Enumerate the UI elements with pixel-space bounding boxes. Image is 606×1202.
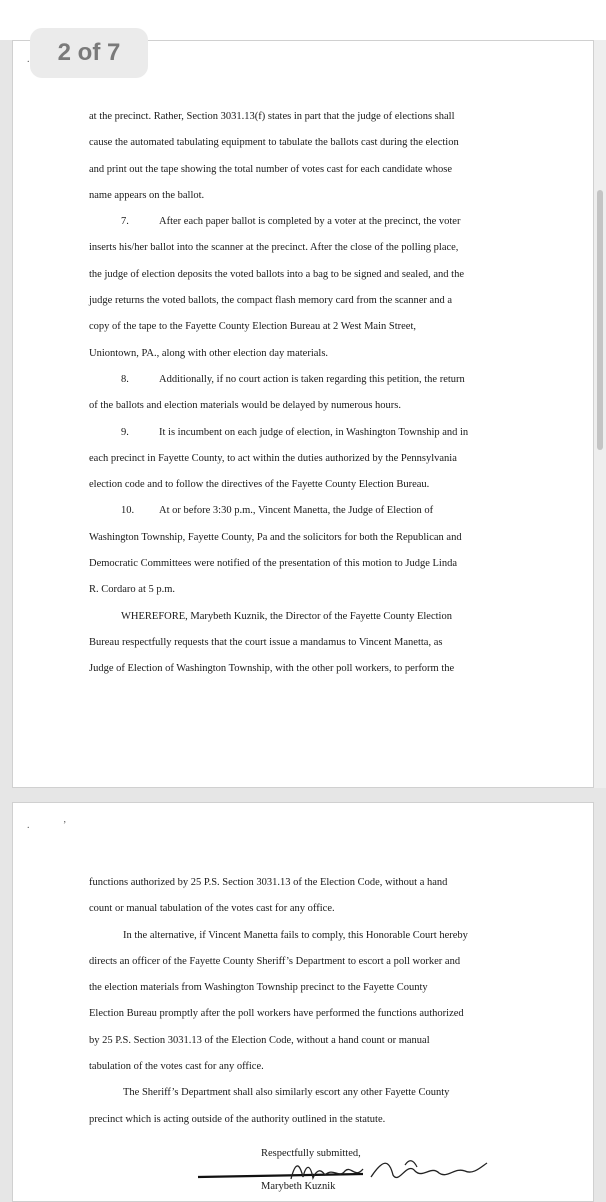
paragraph-number: 9. (121, 426, 129, 438)
body-line: precinct which is acting outside of the authority outlined in the statute. (89, 1113, 386, 1125)
paragraph-number: 7. (121, 216, 129, 228)
body-line: Bureau respectfully requests that the court issue a mandamus to Vincent Manetta, as (89, 636, 443, 648)
body-line: cause the automated tabulating equipment to tabulate the ballots cast during the election (89, 137, 459, 149)
paragraph-number: 8. (121, 373, 129, 385)
body-line: inserts his/her ballot into the scanner at the precinct. After the close of the polling place, (89, 242, 459, 254)
body-line: Democratic Committees were notified of the presentation of this motion to Judge Linda (89, 558, 457, 570)
body-line: judge returns the voted ballots, the compact flash memory card from the scanner and a (89, 295, 452, 307)
alternative-first: In the alternative, if Vincent Manetta fails to comply, this Honorable Court hereby (123, 929, 468, 941)
body-line: functions authorized by 25 P.S. Section 3031.13 of the Election Code, without a hand (89, 877, 448, 888)
body-line: count or manual tabulation of the votes cast for any office. (89, 903, 335, 915)
sheriff-first: The Sheriff’s Department shall also similarly escort any other Fayette County (123, 1087, 450, 1099)
body-line: Uniontown, PA., along with other election day materials. (89, 347, 329, 359)
signer-name: Marybeth Kuznik (261, 1181, 336, 1192)
document-page-3[interactable] (12, 802, 594, 1202)
body-line: Election Bureau promptly after the poll workers have performed the functions authorized (89, 1008, 464, 1020)
scan-speck: . (27, 54, 30, 65)
scan-speck: ’ (63, 820, 67, 831)
paragraph-number: 10. (121, 505, 135, 517)
paragraph-7-first: 7. After each paper ballot is completed by a voter at the precinct, the voter (89, 209, 529, 235)
body-line: name appears on the ballot. (89, 189, 205, 201)
page-body (89, 870, 529, 1133)
body-line: copy of the tape to the Fayette County Election Bureau at 2 West Main Street, (89, 321, 417, 333)
scan-speck: . (27, 820, 30, 831)
body-line: Judge of Election of Washington Township, with the other poll workers, to perform the (89, 663, 455, 675)
body-line: the election materials from Washington Township precinct to the Fayette County (89, 982, 428, 994)
signature-image (193, 1155, 493, 1191)
paragraph-10-first: 10. At or before 3:30 p.m., Vincent Manetta, the Judge of Election of (89, 498, 529, 524)
body-line: tabulation of the votes cast for any office. (89, 1061, 264, 1073)
closing-text: Respectfully submitted, (261, 1148, 361, 1159)
paragraph-9-first: 9. It is incumbent on each judge of election, in Washington Township and in (89, 420, 529, 446)
document-page-2[interactable] (12, 40, 594, 788)
body-line: directs an officer of the Fayette County Sheriff’s Department to escort a poll worker and (89, 955, 461, 967)
page-indicator: 2 of 7 (30, 28, 148, 78)
page-body (89, 104, 529, 683)
body-line: Washington Township, Fayette County, Pa and the solicitors for both the Republican and (89, 531, 462, 543)
paragraph-8-first: 8. Additionally, if no court action is taken regarding this petition, the return (89, 367, 529, 393)
body-line: each precinct in Fayette County, to act within the duties authorized by the Pennsylvania (89, 452, 457, 464)
body-line: at the precinct. Rather, Section 3031.13(f) states in part that the judge of elections shall (89, 111, 455, 122)
body-line: and print out the tape showing the total number of votes cast for each candidate whose (89, 163, 453, 175)
scrollbar-thumb[interactable] (597, 190, 603, 450)
body-line: of the ballots and election materials would be delayed by numerous hours. (89, 400, 402, 412)
body-line: the judge of election deposits the voted ballots into a bag to be signed and sealed, and the (89, 268, 464, 280)
body-line: by 25 P.S. Section 3031.13 of the Election Code, without a hand count or manual (89, 1034, 430, 1046)
body-line: election code and to follow the directives of the Fayette County Election Bureau. (89, 479, 430, 491)
wherefore-first: WHEREFORE, Marybeth Kuznik, the Director of the Fayette County Election (121, 610, 452, 622)
body-line: R. Cordaro at 5 p.m. (89, 584, 176, 596)
